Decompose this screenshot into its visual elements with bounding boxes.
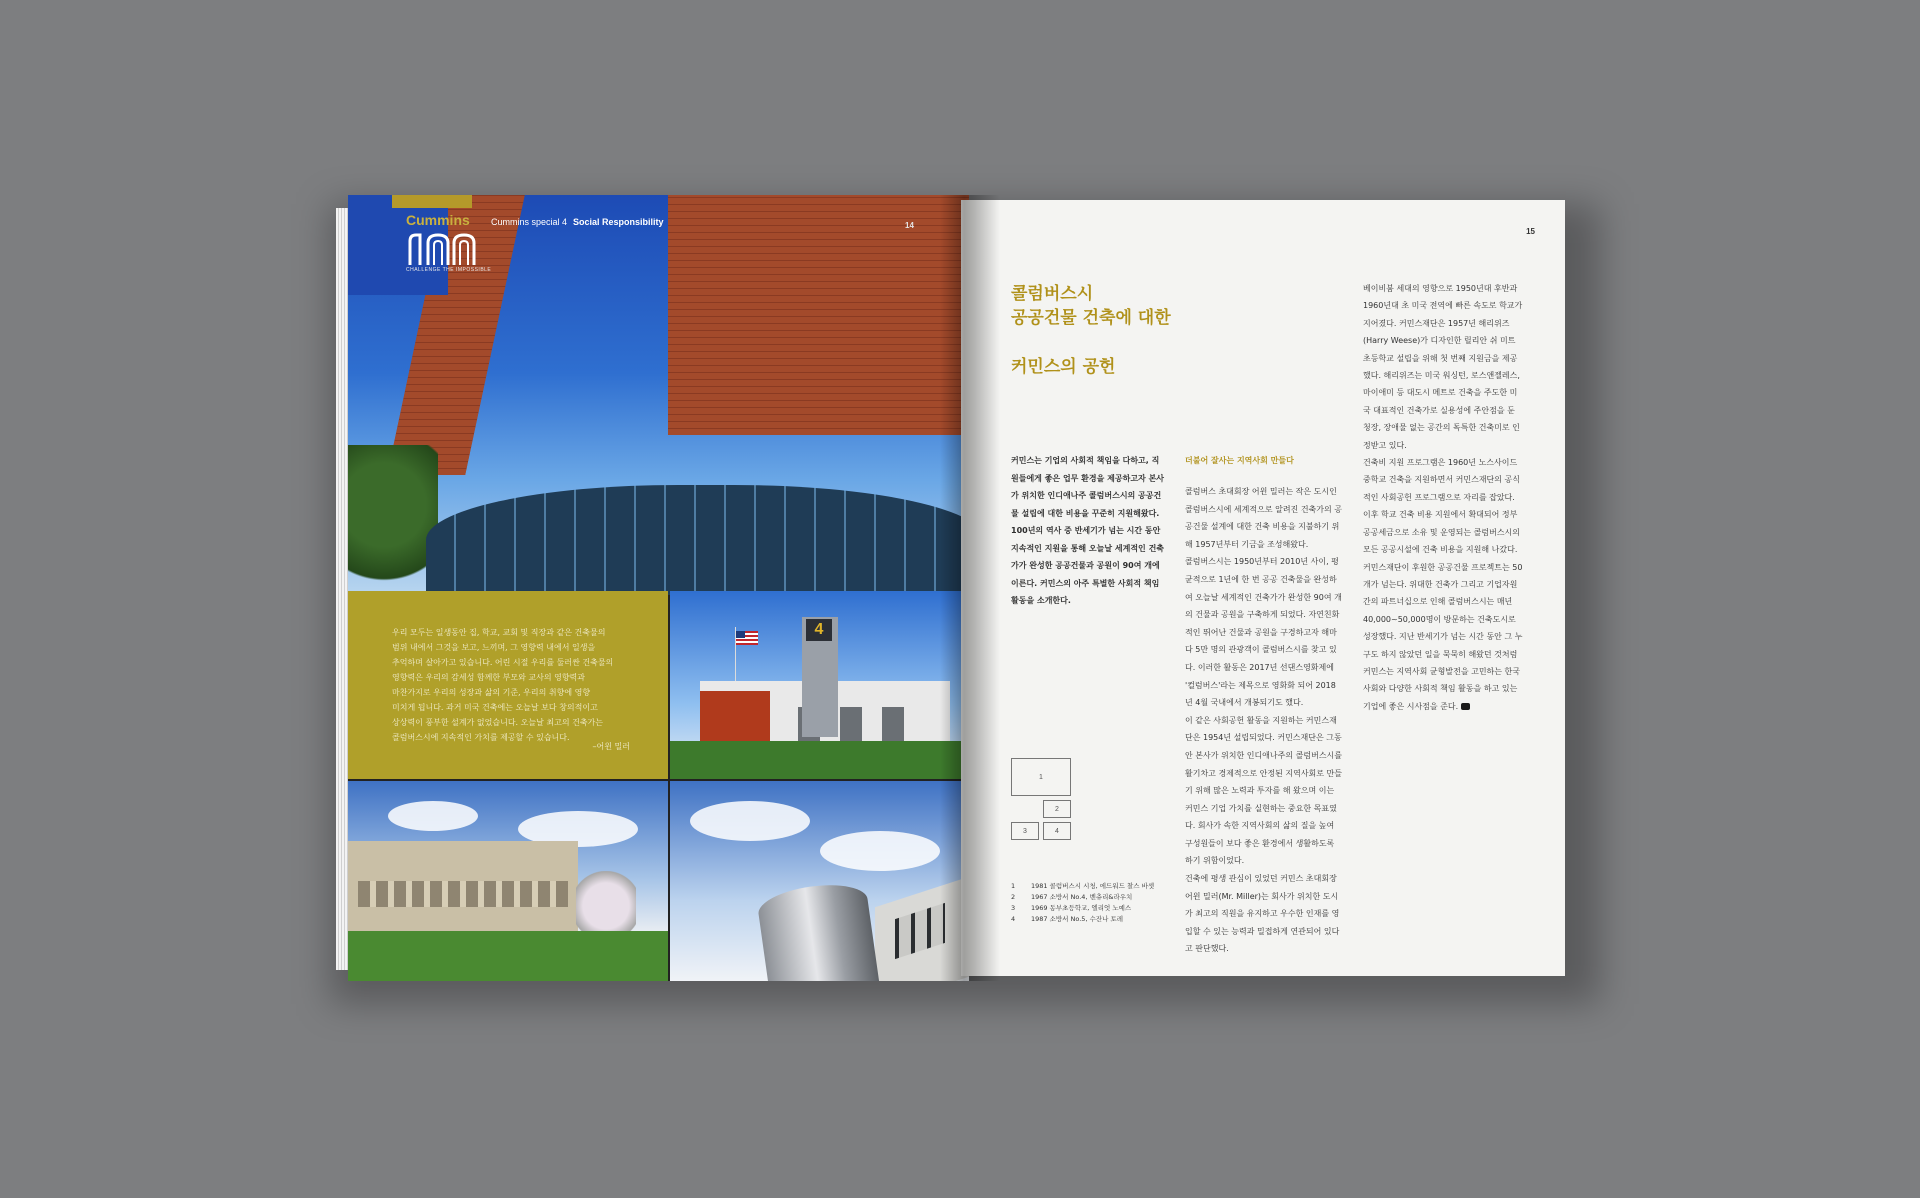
lawn [670,741,969,779]
paragraph: 베이비붐 세대의 영향으로 1950년대 후반과 1960년대 초 미국 전역에 빠른 속도로 학교가 지어졌다. 커민스재단은 1957년 해리위즈(Harry Weese)가 디자인한 릴리안 쉬 미트 초등학교 설립을 위해 첫 번째 지원금을 제공했다. 해리위즈는 미국 워싱턴, 로스앤젤레스, 마이애미 등 대도시 메트로 건축을 주도한 미국 대표적인 건축가로 실용성에 주안점을 둔 청장, 장애물 없는 공간의 독특한 건축미로 인정받고 있다. [1363,284,1523,450]
article-title-line: 공공건물 건축에 대한 [1011,308,1171,328]
paragraph: 건축비 지원 프로그램은 1960년 노스사이드중학교 건축을 지원하면서 커민스재단의 공식적인 사회공헌 프로그램으로 자리를 잡았다. 이후 학교 건축 비용 지원에서 확대되어 정부 공공세금으로 소유 및 운영되는 콜럼버스시의 모든 공공시설에 건축 비용을 지원해 나갔다. [1363,458,1521,555]
caption-text: 1967 소방서 No.4, 벤츄리&라우치 [1031,893,1133,901]
paragraph [1363,559,1523,716]
logo-wordmark: Cummins [406,212,470,228]
cloud [690,801,810,841]
quote-line: 미치게 됩니다. 과거 미국 건축에는 오늘날 보다 창의적이고 [392,703,598,712]
caption-number: 2 [1011,893,1016,901]
caption-number: 3 [1011,904,1016,912]
logo-100-icon [406,231,476,267]
quote-line: 우리 모두는 일생동안 집, 학교, 교회 및 직장과 같은 건축물의 [392,628,606,637]
quote-text [392,625,632,745]
paragraph: 건축에 평생 관심이 있었던 커민스 초대회장 어윈 밀러(Mr. Miller)는 회사가 위치한 도시가 최고의 직원을 유지하고 우수한 인재를 영입할 수 있는 능력과 밀접하게 연관되어 있다고 판단했다. [1185,874,1340,954]
body-column-3 [1363,280,1523,715]
garage-door [882,707,904,741]
logo-tagline: CHALLENGE THE IMPOSSIBLE [406,267,492,273]
photo-school [348,781,668,981]
school-windows [358,881,568,907]
caption [1011,914,1171,925]
tower-number-sign: 4 [806,619,832,641]
logo-accent-bar [392,195,472,208]
running-head [491,217,664,227]
quote-box [348,591,668,779]
map-box-3: 3 [1011,822,1039,840]
photo-captions [1011,881,1171,925]
caption [1011,903,1171,914]
running-head-section: Social Responsibility [573,217,664,227]
caption [1011,881,1171,892]
caption-number: 1 [1011,882,1016,890]
silo-tower [756,879,884,981]
paragraph: 이 같은 사회공헌 활동을 지원하는 커민스재단은 1954년 설립되었다. 커민스재단은 그동안 본사가 위치한 인디애나주의 콜럼버스시를 활기차고 경제적으로 안정된 지역사회로 만들기 위해 많은 노력과 투자를 해 왔으며 이는 커민스 기업 가치를 실현하는 중요한 목표였다. 회사가 속한 지역사회의 삶의 질을 높여 구성원들이 보다 좋은 환경에서 생활하도록 하기 위함이었다. [1185,715,1343,866]
paragraph: 콜럼버스 초대회장 어윈 밀러는 작은 도시인 콜럼버스시에 세계적으로 알려진 건축가의 공공건물 설계에 대한 건축 비용을 지불하기 위해 1957년부터 기금을 조성해왔다. [1185,487,1343,549]
cloud [388,801,478,831]
paragraph: 콜럼버스시는 1950년부터 2010년 사이, 평균적으로 1년에 한 번 공공 건축물을 완성하여 오늘날 세계적인 건축가가 완성한 90여 개의 건물과 공원을 구축하게 되었다. 자연친화적인 뛰어난 건물과 공원을 구경하고자 해마다 5만 명의 관광객이 콜럼버스시를 찾고 있다. 이러한 활동은 2017년 선댄스영화제에 '컬럼버스'라는 제목으로 영화화 되어 2018년 4월 국내에서 개봉되기도 했다. [1185,557,1342,708]
photo-fire-station-5 [670,781,969,981]
quote-line: 마찬가지로 우리의 성장과 삶의 기준, 우리의 취향에 영향 [392,688,591,697]
garage-door [840,707,862,741]
running-head-series: Cummins special 4 [491,217,568,227]
map-box-2: 2 [1043,800,1071,818]
quote-line: 콜럼버스시에 지속적인 가치를 제공할 수 있습니다. [392,733,570,742]
glass-windows [426,485,969,595]
caption [1011,892,1171,903]
page-number-right: 15 [1526,227,1535,236]
brick-wall [668,195,969,435]
photo-location-map [1011,758,1081,844]
article-title-2: 커민스의 공헌 [1011,357,1116,377]
quote-line: 상상력이 풍부한 설계가 없었습니다. 오늘날 최고의 건축가는 [392,718,603,727]
intro-paragraph: 커민스는 기업의 사회적 책임을 다하고, 직원들에게 좋은 업무 환경을 제공하고자 본사가 위치한 인디애나주 콜럼버스시의 공공건물 설립에 대한 비용을 꾸준히 지원해왔다. 100년의 역사 중 반세기가 넘는 시간 동안 지속적인 지원을 통해 오늘날 세계적인 건축가가 완성한 공공건물과 공원이 90여 개에 이른다. 커민스의 아주 특별한 사회적 책임 활동을 소개한다. [1011,456,1165,605]
quote-line: 영향력은 우리의 감세성 함께한 부모와 교사의 영향력과 [392,673,585,682]
caption-text: 1981 콜럼버스시 시청, 에드워드 찰스 바셋 [1031,882,1155,890]
lawn [348,931,668,981]
caption-number: 4 [1011,915,1016,923]
flag-icon [736,631,758,645]
quote-line: 범위 내에서 그것을 보고, 느끼며, 그 영향력 내에서 일생을 [392,643,596,652]
quote-line: 추억하며 살아가고 있습니다. 어린 시절 우리를 둘러싼 건축물의 [392,658,614,667]
map-box-4: 4 [1043,822,1071,840]
body-column-2 [1185,483,1343,958]
end-mark-icon [1461,703,1470,710]
quote-source: –어윈 밀러 [592,742,630,751]
left-page [348,195,969,981]
station-red-wall [700,691,770,741]
map-box-1: 1 [1011,758,1071,796]
caption-text: 1969 동부초등학교, 엘리엇 노예스 [1031,904,1132,912]
caption-text: 1987 소방서 No.5, 수잔나 토레 [1031,915,1124,923]
page-number-left: 14 [905,221,914,230]
cloud [820,831,940,871]
paragraph-text: 커민스재단이 후원한 공공건물 프로젝트는 50개가 넘는다. 위대한 건축가 그리고 기업자원 간의 파트너십으로 인해 콜럼버스시는 매년 40,000~50,000명이 방문하는 건축도시로 성장했다. 지난 반세기가 넘는 시간 동안 그 누구도 하지 않았던 일을 묵묵히 해왔던 것처럼 커민스는 지역사회 균형발전을 고민하는 한국사회와 다양한 사회적 책임 활동을 하고 있는 기업에 좋은 시사점을 준다. [1363,562,1523,711]
article-title [1011,282,1171,330]
column-heading: 더불어 잘사는 지역사회 만들다 [1185,456,1294,465]
right-page [961,200,1565,976]
photo-fire-station [670,591,969,779]
article-title-line: 콜럼버스시 [1011,284,1094,304]
